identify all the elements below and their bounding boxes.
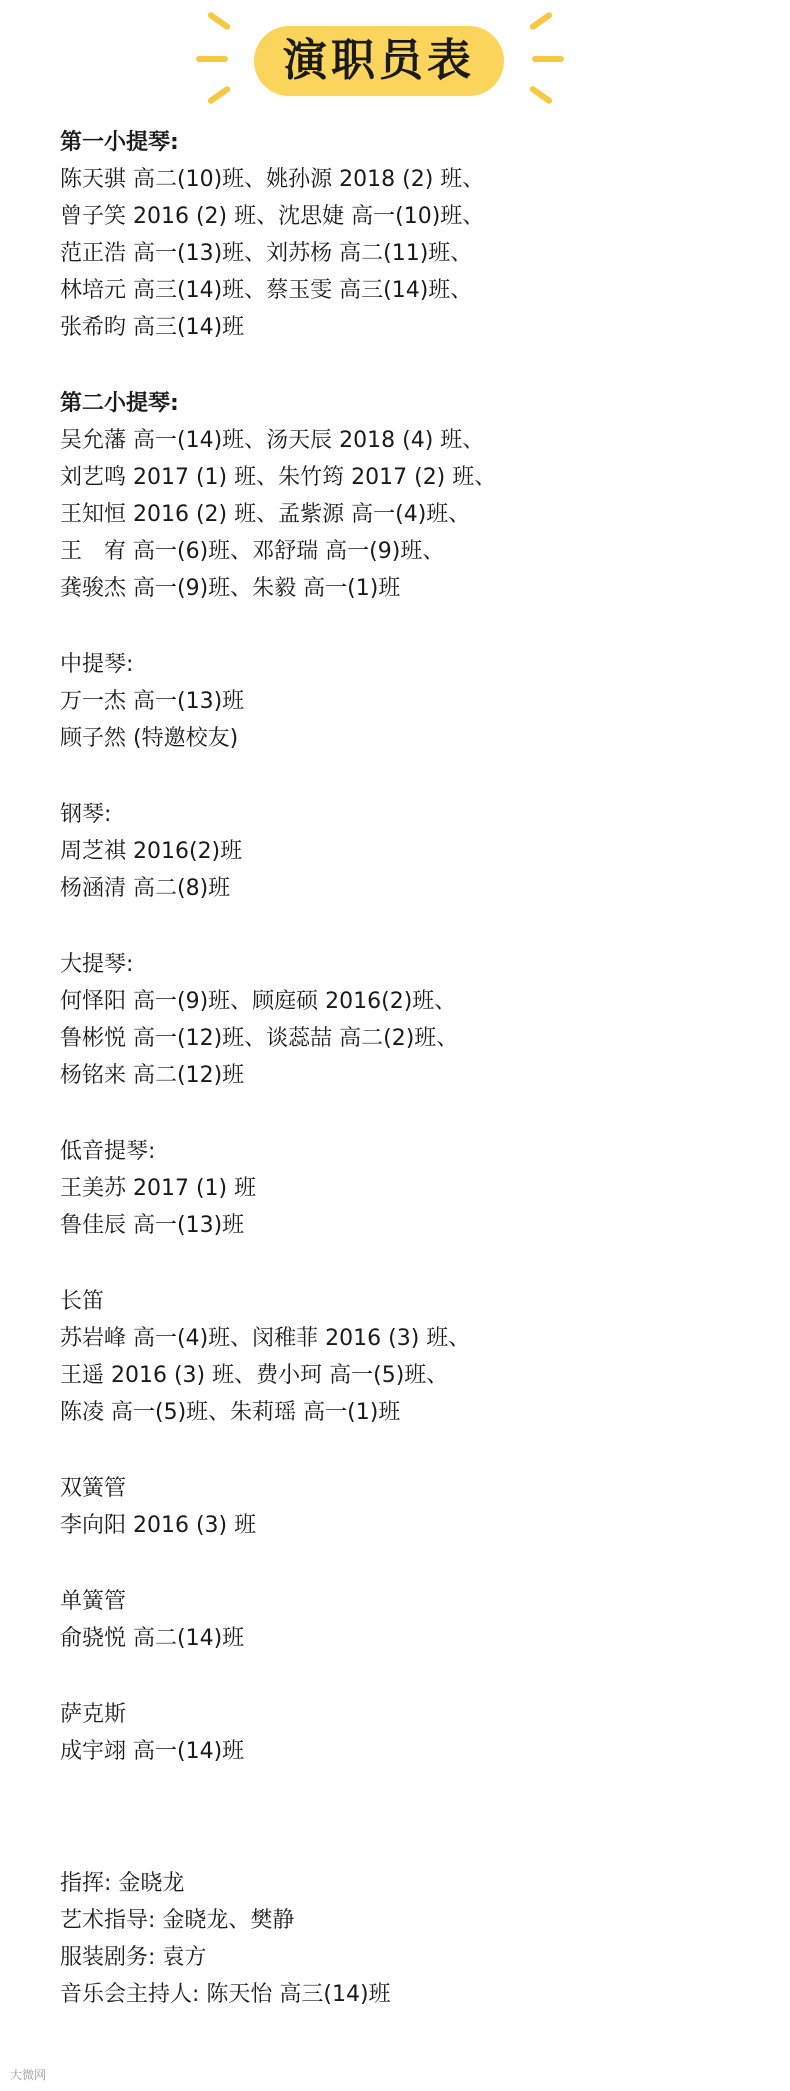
section-heading: 钢琴:: [60, 802, 112, 827]
section-heading: 中提琴:: [60, 652, 134, 677]
list-item: 俞骁悦 高二(14)班: [60, 1626, 245, 1651]
list-item: 王美苏 2017 (1) 班: [60, 1176, 257, 1201]
list-item: 王遥 2016 (3) 班、费小珂 高一(5)班、: [60, 1363, 449, 1388]
list-item: 龚骏杰 高一(9)班、朱毅 高一(1)班: [60, 576, 401, 601]
credits-block: [60, 1865, 760, 2013]
title-banner: [0, 0, 790, 110]
credit-art-director: 艺术指导: 金晓龙、樊静: [60, 1908, 295, 1933]
list-item: 万一杰 高一(13)班: [60, 689, 245, 714]
cast-list: [60, 124, 760, 1809]
list-item: 曾子笑 2016 (2) 班、沈思婕 高一(10)班、: [60, 204, 485, 229]
list-item: 王知恒 2016 (2) 班、孟紫源 高一(4)班、: [60, 502, 471, 527]
list-item: 鲁佳辰 高一(13)班: [60, 1213, 245, 1238]
section-piano: [60, 796, 760, 907]
list-item: 范正浩 高一(13)班、刘苏杨 高二(11)班、: [60, 241, 473, 266]
title-ray-decoration: [196, 56, 228, 62]
list-item: 周芝祺 2016(2)班: [60, 839, 243, 864]
section-heading: 第二小提琴:: [60, 391, 179, 416]
section-heading: 单簧管: [60, 1589, 127, 1614]
section-second-violin: [60, 385, 760, 607]
list-item: 吴允藩 高一(14)班、汤天辰 2018 (4) 班、: [60, 428, 485, 453]
section-heading: 萨克斯: [60, 1702, 127, 1727]
section-viola: [60, 646, 760, 757]
list-item: 苏岩峰 高一(4)班、闵稚菲 2016 (3) 班、: [60, 1326, 471, 1351]
list-item: 杨铭来 高二(12)班: [60, 1063, 245, 1088]
list-item: 鲁彬悦 高一(12)班、谈蕊喆 高二(2)班、: [60, 1026, 459, 1051]
title-ray-decoration: [207, 85, 232, 105]
section-heading: 第一小提琴:: [60, 130, 179, 155]
section-flute: [60, 1283, 760, 1431]
list-item: 李向阳 2016 (3) 班: [60, 1513, 257, 1538]
list-item: 张希昀 高三(14)班: [60, 315, 245, 340]
title-ray-decoration: [532, 56, 564, 62]
section-clarinet: [60, 1583, 760, 1657]
list-item: 杨涵清 高二(8)班: [60, 876, 231, 901]
list-item: 陈凌 高一(5)班、朱莉瑶 高一(1)班: [60, 1400, 401, 1425]
section-heading: 低音提琴:: [60, 1139, 156, 1164]
list-item: 刘艺鸣 2017 (1) 班、朱竹筠 2017 (2) 班、: [60, 465, 497, 490]
section-double-bass: [60, 1133, 760, 1244]
section-heading: 双簧管: [60, 1476, 127, 1501]
section-heading: 长笛: [60, 1289, 105, 1314]
credit-host: 音乐会主持人: 陈天怡 高三(14)班: [60, 1982, 391, 2007]
section-heading: 大提琴:: [60, 952, 134, 977]
section-cello: [60, 946, 760, 1094]
section-saxophone: [60, 1696, 760, 1770]
title-ray-decoration: [207, 11, 232, 31]
page-title: 演职员表: [283, 35, 475, 86]
list-item: 陈天骐 高二(10)班、姚孙源 2018 (2) 班、: [60, 167, 485, 192]
list-item: 王 宥 高一(6)班、邓舒瑞 高一(9)班、: [60, 539, 445, 564]
title-ray-decoration: [529, 85, 554, 105]
watermark: 大微网: [10, 2068, 47, 2082]
section-oboe: [60, 1470, 760, 1544]
credit-costume: 服装剧务: 袁方: [60, 1945, 207, 1970]
list-item: 顾子然 (特邀校友): [60, 726, 239, 751]
list-item: 林培元 高三(14)班、蔡玉雯 高三(14)班、: [60, 278, 473, 303]
credit-conductor: 指挥: 金晓龙: [60, 1871, 185, 1896]
section-first-violin: [60, 124, 760, 346]
list-item: 成宇翊 高一(14)班: [60, 1739, 245, 1764]
title-ray-decoration: [529, 11, 554, 31]
list-item: 何怿阳 高一(9)班、顾庭硕 2016(2)班、: [60, 989, 457, 1014]
